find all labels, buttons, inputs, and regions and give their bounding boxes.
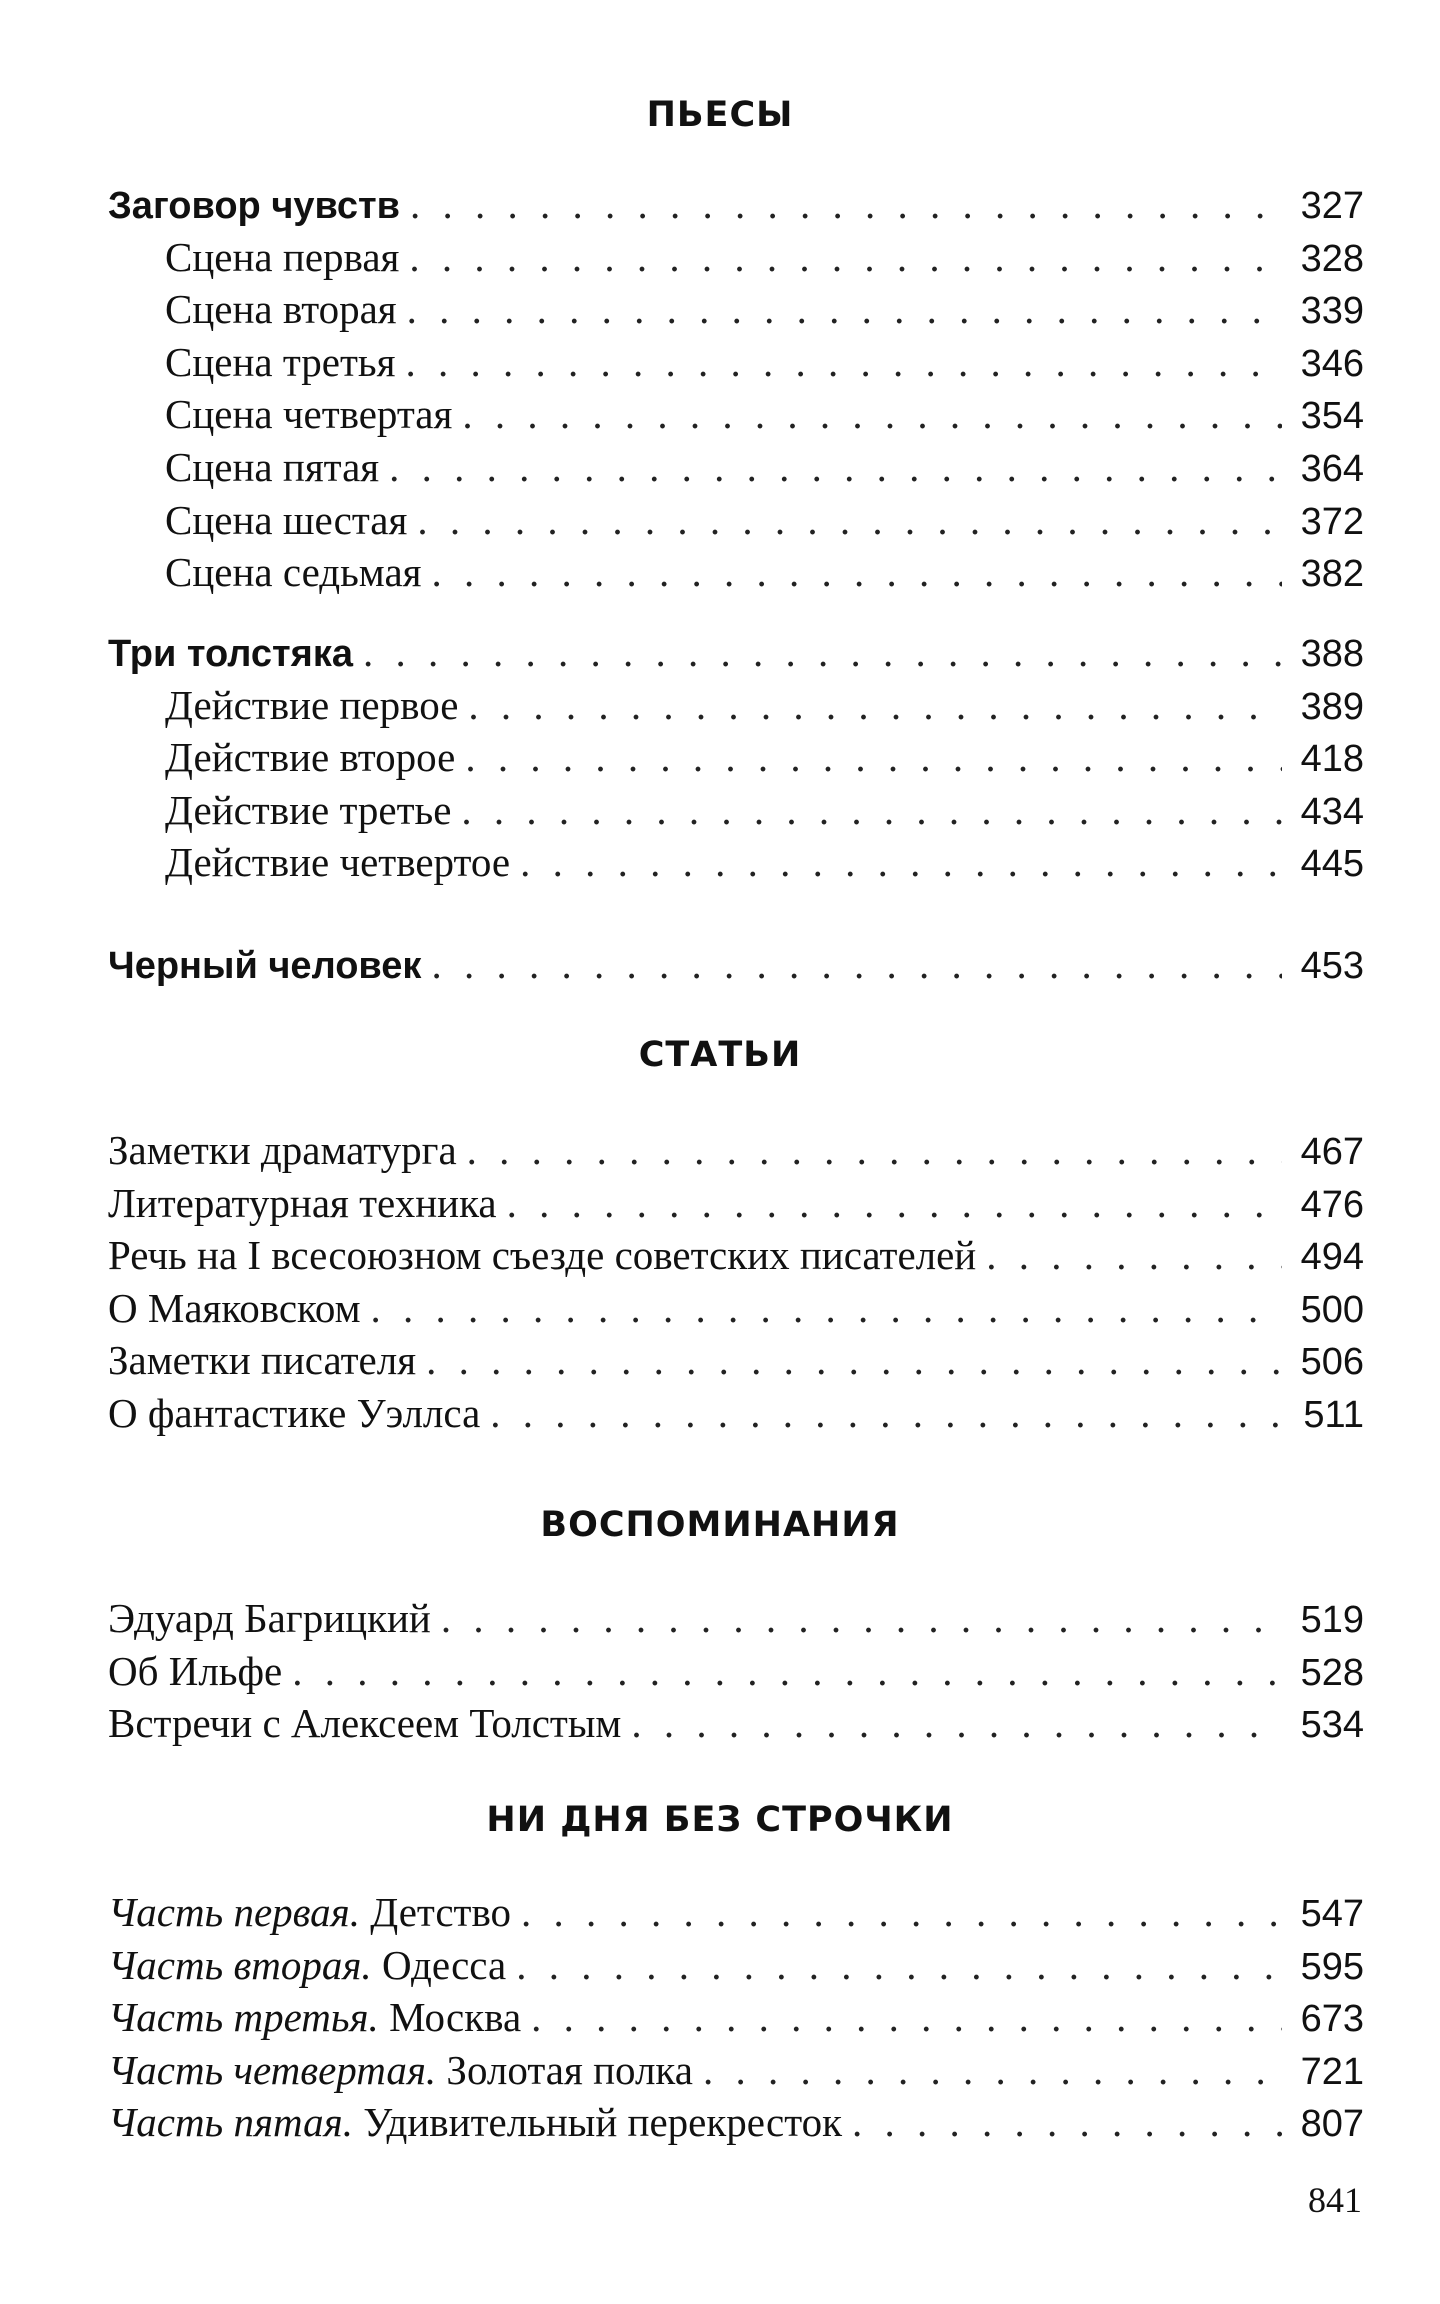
page-number: 841 [1308, 2180, 1362, 2220]
entry-title [165, 731, 455, 783]
dot-leader [432, 546, 1282, 598]
entry-page-number: 595 [1300, 1945, 1364, 1988]
section-title: ВОСПОМИНАНИЯ [540, 1505, 900, 1545]
entry-page-number: 434 [1300, 790, 1364, 833]
entry-title-text: Об Ильфе [108, 1647, 283, 1694]
toc-entry [108, 1177, 1364, 1229]
entry-title [108, 1124, 457, 1176]
entry-title-text: Одесса [381, 1941, 507, 1988]
dot-leader [441, 1592, 1282, 1644]
entry-title-text: Детство [370, 1889, 512, 1935]
dot-leader [703, 2044, 1282, 2096]
entry-title [165, 231, 399, 283]
entry-title-text: Встречи с Алексеем Толстым [108, 1700, 622, 1747]
toc-entry [165, 336, 1364, 388]
toc-entry [108, 2044, 1364, 2096]
toc-entry [108, 1991, 1364, 2043]
dot-leader [465, 731, 1282, 783]
dot-leader [363, 626, 1282, 678]
part-label: Часть вторая. [108, 1941, 372, 1988]
entry-page-number: 418 [1300, 738, 1364, 781]
entry-title [165, 494, 407, 546]
dot-leader [467, 1124, 1282, 1176]
part-label: Часть пятая. [108, 2099, 353, 2146]
entry-title-text: Сцена четвертая [165, 391, 453, 438]
dot-leader [426, 1334, 1282, 1386]
dot-leader [507, 1177, 1282, 1229]
toc-entry [165, 231, 1364, 283]
entry-title [108, 1177, 497, 1229]
entry-page-number: 494 [1300, 1236, 1364, 1279]
toc-entry [165, 836, 1364, 888]
dot-leader [409, 231, 1282, 283]
entry-title [108, 1886, 511, 1938]
dot-leader [410, 178, 1282, 230]
entry-title [108, 1697, 621, 1749]
toc-entry [108, 1886, 1364, 1938]
toc-entry [108, 2096, 1364, 2148]
dot-leader [431, 938, 1282, 990]
entry-page-number: 445 [1300, 843, 1364, 886]
dot-leader [520, 836, 1282, 888]
entry-title-text: Три толстяка [108, 633, 353, 675]
entry-title [108, 628, 353, 680]
entry-title-text: Сцена третья [165, 338, 396, 385]
dot-leader [389, 441, 1282, 493]
section-title: НИ ДНЯ БЕЗ СТРОЧКИ [486, 1800, 954, 1840]
part-label: Часть четвертая. [108, 2046, 437, 2093]
entry-page-number: 534 [1300, 1704, 1364, 1747]
entry-title [165, 784, 451, 836]
toc-entry [108, 1592, 1364, 1644]
entry-page-number: 364 [1300, 448, 1364, 490]
dot-leader [417, 494, 1282, 546]
entry-page-number: 382 [1300, 553, 1364, 596]
toc-entry [108, 1124, 1364, 1176]
part-label: Часть третья. [108, 1994, 379, 2041]
dot-leader [986, 1229, 1282, 1281]
entry-title-text: Сцена шестая [165, 496, 408, 543]
entry-title-text: Эдуард Багрицкий [108, 1595, 431, 1641]
entry-page-number: 339 [1300, 290, 1364, 333]
entry-page-number: 388 [1300, 633, 1364, 675]
entry-title [108, 2044, 693, 2096]
toc-entry [108, 938, 1364, 990]
dot-leader [852, 2096, 1282, 2148]
entry-title [108, 1991, 521, 2043]
entry-page-number: 528 [1300, 1651, 1364, 1694]
entry-title [165, 283, 397, 335]
entry-title [108, 2096, 842, 2148]
entry-page-number: 519 [1300, 1599, 1364, 1641]
dot-leader [461, 784, 1282, 836]
entry-page-number: 327 [1300, 185, 1364, 227]
entry-title-text: О Маяковском [108, 1284, 361, 1331]
dot-leader [631, 1697, 1282, 1749]
toc-entry [108, 1387, 1364, 1439]
entry-title [165, 679, 458, 731]
entry-title-text: Москва [389, 1994, 522, 2041]
part-label: Часть первая. [108, 1889, 360, 1935]
entry-title-text: Золотая полка [446, 2046, 693, 2093]
toc-entry [165, 679, 1364, 731]
toc-entry [165, 494, 1364, 546]
toc-entry [108, 1697, 1364, 1749]
entry-page-number: 500 [1300, 1288, 1364, 1331]
entry-title-text: Заметки писателя [108, 1337, 417, 1384]
entry-title-text: Черный человек [108, 945, 422, 987]
entry-title [108, 1334, 416, 1386]
toc-entry [165, 283, 1364, 335]
section-title: ПЬЕСЫ [646, 95, 794, 135]
toc-entry [108, 626, 1364, 678]
entry-title-text: Действие второе [165, 734, 456, 781]
entry-title-text: О фантастике Уэллса [108, 1390, 481, 1436]
entry-title [108, 1387, 480, 1439]
toc-entry [165, 784, 1364, 836]
toc-entry [165, 441, 1364, 493]
entry-title [108, 1229, 976, 1281]
entry-title-text: Действие третье [165, 786, 452, 833]
entry-title [108, 1645, 282, 1697]
entry-page-number: 807 [1300, 2103, 1364, 2146]
entry-title [165, 546, 422, 598]
section-title: СТАТЬИ [638, 1035, 802, 1075]
entry-page-number: 511 [1303, 1394, 1364, 1436]
toc-entry [108, 1939, 1364, 1991]
entry-title [108, 1282, 361, 1334]
entry-page-number: 328 [1300, 237, 1364, 280]
dot-leader [531, 1991, 1282, 2043]
entry-page-number: 346 [1300, 342, 1364, 385]
entry-title-text: Сцена вторая [165, 286, 397, 333]
entry-title [165, 836, 510, 888]
entry-page-number: 354 [1300, 395, 1364, 438]
entry-title-text: Литературная техника [108, 1179, 497, 1226]
entry-title [108, 180, 400, 232]
entry-title-text: Сцена первая [165, 233, 400, 280]
entry-title [108, 940, 421, 992]
entry-title [165, 388, 452, 440]
entry-title-text: Заметки драматурга [108, 1127, 457, 1173]
toc-entry [108, 178, 1364, 230]
dot-leader [462, 388, 1282, 440]
entry-page-number: 721 [1300, 2050, 1364, 2093]
entry-title [108, 1592, 431, 1644]
toc-entry [108, 1229, 1364, 1281]
entry-page-number: 476 [1300, 1183, 1364, 1226]
toc-entry [165, 731, 1364, 783]
dot-leader [516, 1939, 1282, 1991]
entry-page-number: 547 [1300, 1893, 1364, 1935]
toc-entry [165, 546, 1364, 598]
dot-leader [292, 1645, 1282, 1697]
entry-title-text: Речь на I всесоюзном съезде советских писателей [108, 1232, 977, 1279]
toc-entry [108, 1334, 1364, 1386]
dot-leader [490, 1387, 1282, 1439]
entry-title-text: Действие первое [165, 681, 459, 728]
entry-page-number: 372 [1300, 500, 1364, 543]
entry-page-number: 453 [1300, 945, 1364, 987]
entry-page-number: 506 [1300, 1341, 1364, 1384]
entry-title [165, 336, 395, 388]
dot-leader [407, 283, 1282, 335]
toc-entry [108, 1282, 1364, 1334]
dot-leader [405, 336, 1282, 388]
entry-title [165, 441, 379, 493]
toc-entry [165, 388, 1364, 440]
dot-leader [521, 1886, 1282, 1938]
entry-title-text: Заговор чувств [108, 185, 401, 227]
entry-title-text: Сцена пятая [165, 444, 380, 490]
toc-entry [108, 1645, 1364, 1697]
dot-leader [468, 679, 1282, 731]
entry-title-text: Удивительный перекресток [363, 2099, 843, 2146]
entry-title [108, 1939, 506, 1991]
entry-page-number: 673 [1300, 1998, 1364, 2041]
entry-title-text: Сцена седьмая [165, 549, 422, 596]
dot-leader [371, 1282, 1282, 1334]
entry-title-text: Действие четвертое [165, 839, 511, 886]
entry-page-number: 467 [1300, 1131, 1364, 1173]
entry-page-number: 389 [1300, 685, 1364, 728]
